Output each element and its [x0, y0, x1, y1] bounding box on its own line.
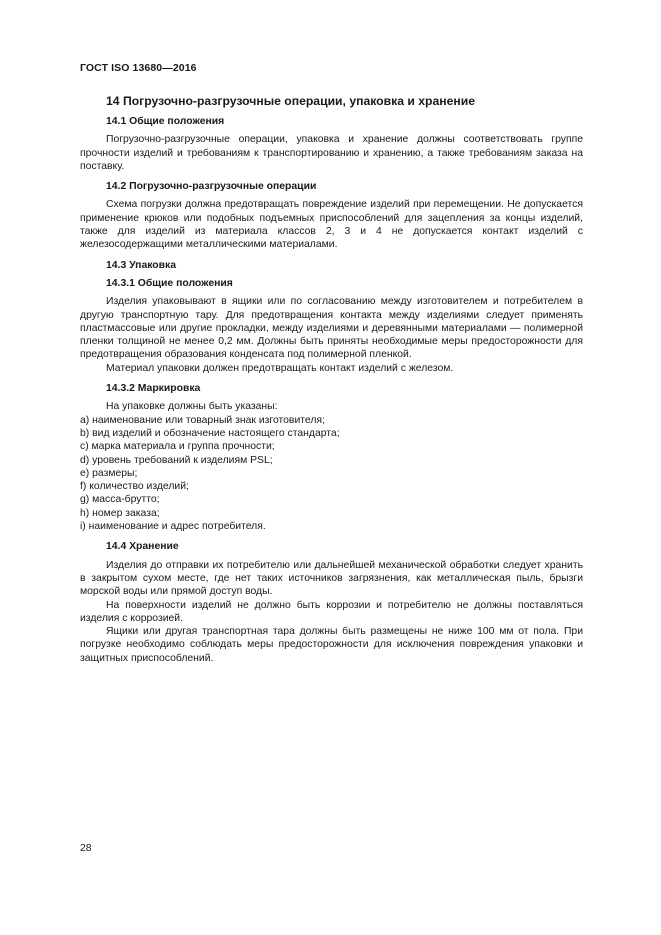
section-14-1-title: 14.1 Общие положения — [106, 116, 225, 127]
list-item: c) марка материала и группа прочности; — [80, 441, 275, 453]
page-number: 28 — [80, 843, 92, 854]
list-item: a) наименование или товарный знак изготовителя; — [80, 414, 325, 426]
list-item: e) размеры; — [80, 467, 138, 479]
marking-list-lead: На упаковке должны быть указаны: — [106, 401, 278, 413]
section-14-2-title: 14.2 Погрузочно-разгрузочные операции — [106, 181, 317, 193]
section-14-title: 14 Погрузочно-разгрузочные операции, упаковка и хранение — [106, 94, 476, 108]
section-14-3-1-paragraph-2: Материал упаковки должен предотвращать контакт изделий с железом. — [106, 362, 454, 374]
list-item: b) вид изделий и обозначение настоящего стандарта; — [80, 427, 340, 439]
document-header: ГОСТ ISO 13680—2016 — [80, 62, 197, 74]
list-item: f) количество изделий; — [80, 481, 189, 493]
section-14-4-paragraph-2: На поверхности изделий не должно быть коррозии и потребителю не должны поставляться изделия с коррозией. — [80, 599, 583, 624]
section-14-3-2-title: 14.3.2 Маркировка — [106, 383, 201, 395]
section-14-3-title: 14.3 Упаковка — [106, 259, 177, 271]
document-body — [80, 94, 583, 665]
section-14-4-title: 14.4 Хранение — [106, 541, 179, 553]
section-14-4-paragraph-3: Ящики или другая транспортная тара должны быть размещены не ниже 100 мм от пола. При погрузке необходимо соблюдать меры предосторожности для исключения повреждения упаковки и защитных приспособлений. — [80, 626, 583, 664]
section-14-3-1-title: 14.3.1 Общие положения — [106, 277, 233, 289]
list-item: g) масса-брутто; — [80, 494, 160, 506]
section-14-2-paragraph: Схема погрузки должна предотвращать повреждение изделий при перемещении. Не допускается применение крюков или подобных подъемных приспособлений для зацепления за концы изделий, также для изделий из материала классов 2, 3 и 4 не допускается контакт изделий с железосодержащими металлическими материалами. — [80, 199, 583, 251]
section-14-4-paragraph-1: Изделия до отправки их потребителю или дальнейшей механической обработки следует хранить в закрытом сухом месте, где нет таких источников загрязнения, как металлическая пыль, брызги морской воды или прямой доступ воды. — [80, 559, 583, 598]
list-item: h) номер заказа; — [80, 507, 160, 519]
list-item: i) наименование и адрес потребителя. — [80, 521, 266, 533]
section-14-3-1-paragraph-1: Изделия упаковывают в ящики или по согласованию между изготовителем и потребителем в другую транспортную тару. Для предотвращения контакта между изделиями следует применять пластмассовые или другие прокладки, между изделиями и деревянными материалами — полимерной пленки толщиной не менее 0,2 мм. Должны быть приняты необходимые меры предосторожности для предотвращения образования конденсата под полимерной пленкой. — [80, 296, 583, 361]
section-14-1-paragraph: Погрузочно-разгрузочные операции, упаковка и хранение должны соответствовать группе прочности изделий и требованиям к транспортированию и хранению, а также требованиям заказа на поставку. — [80, 134, 583, 172]
list-item: d) уровень требований к изделиям PSL; — [80, 454, 273, 466]
marking-list — [80, 414, 583, 534]
